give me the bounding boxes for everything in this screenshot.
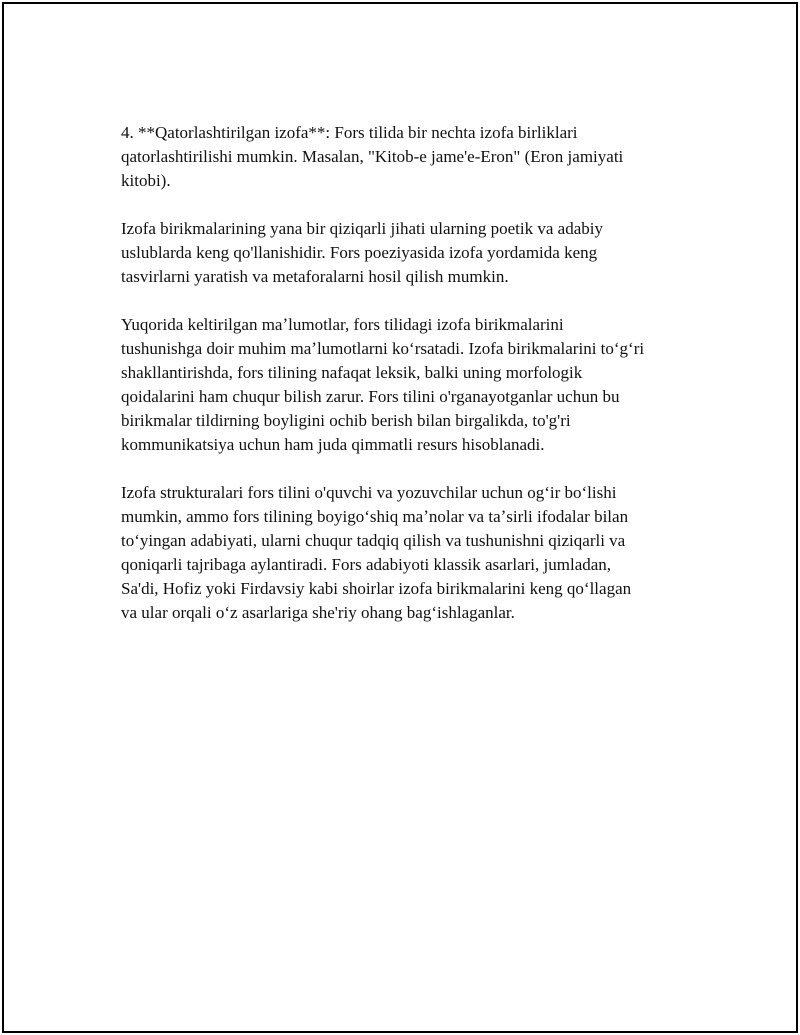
document-body [121,121,701,649]
paragraph-poetic-usage: Izofa birikmalarining yana bir qiziqarli jihati ularning poetik va adabiy uslublarda keng qo'llanishidir. Fors poeziyasida izofa yordamida keng tasvirlarni yaratish va metaforalarni hosil qilish mumkin. [121,219,603,286]
paragraph-literature: Izofa strukturalari fors tilini o'quvchi va yozuvchilar uchun ogʻir boʻlishi mumkin, ammo fors tilining boyigoʻshiq maʼnolar va taʼsirli ifodalar bilan toʻyingan adabiyati, ularni chuqur tadqiq qilish va tushunishni qiziqarli va qoniqarli tajribaga aylantiradi. Fors adabiyoti klassik asarlari, jumladan, Sa'di, Hofiz yoki Firdavsiy kabi shoirlar izofa birikmalarini keng qoʻllagan va ular orqali oʻz asarlariga she'riy ohang bagʻishlaganlar. [121,483,632,622]
paragraph-queued-izofa: 4. **Qatorlashtirilgan izofa**: Fors tilida bir nechta izofa birliklari qatorlashtirilishi mumkin. Masalan, "Kitob-e jame'e-Eron" (Eron jamiyati kitobi). [121,123,624,190]
document-page [2,2,798,1033]
paragraph-summary: Yuqorida keltirilgan maʼlumotlar, fors tilidagi izofa birikmalarini tushunishga doir muhim maʼlumotlarni koʻrsatadi. Izofa birikmalarini toʻgʻri shakllantirishda, fors tilining nafaqat leksik, balki uning morfologik qoidalarini ham chuqur bilish zarur. Fors tilini o'rganayotganlar uchun bu birikmalar tildirning boyligini ochib berish bilan birgalikda, to'g'ri kommunikatsiya uchun ham juda qimmatli resurs hisoblanadi. [121,315,645,454]
